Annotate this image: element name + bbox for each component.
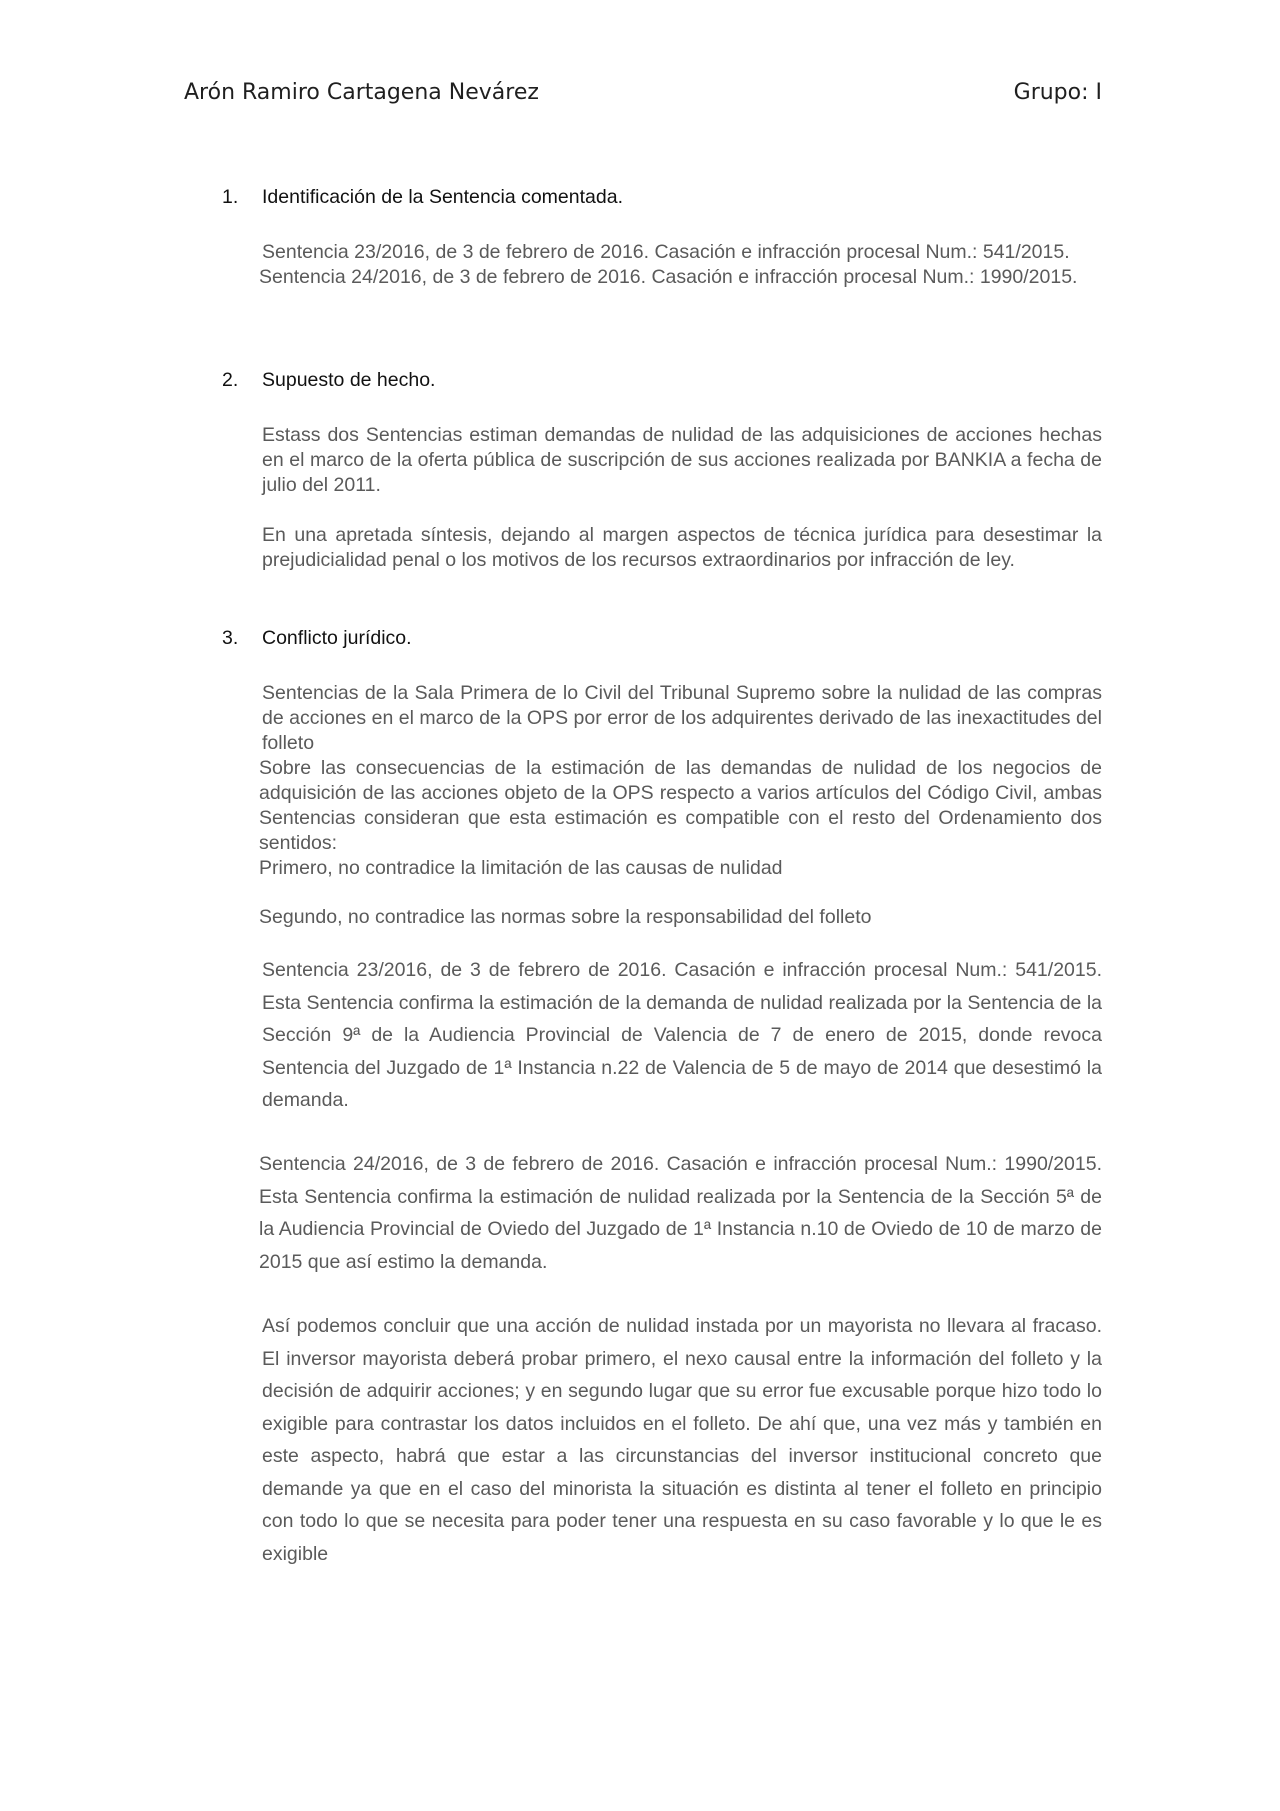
section-1-number: 1. <box>222 186 239 208</box>
header-group: Grupo: I <box>1013 80 1102 105</box>
section-3-body-4 <box>259 1148 1102 1278</box>
section-3-body-5 <box>262 1310 1102 1570</box>
section-2-body-2 <box>262 523 1102 573</box>
section-2-body-1 <box>262 423 1102 498</box>
s1-paragraph-1: Sentencia 23/2016, de 3 de febrero de 2016. Casación e infracción procesal Num.: 541/2015. <box>262 241 1070 263</box>
section-3-body-2 <box>259 905 1102 930</box>
section-3-body-3 <box>262 954 1102 1117</box>
s2-paragraph-2: En una apretada síntesis, dejando al margen aspectos de técnica jurídica para desestimar la prejudicialidad penal o los motivos de los recursos extraordinarios por infracción de ley. <box>262 524 1102 571</box>
section-3-heading <box>222 625 412 651</box>
s3-paragraph-3: Primero, no contradice la limitación de las causas de nulidad <box>259 857 783 879</box>
section-1-heading <box>222 184 623 210</box>
section-1-body <box>259 240 1102 290</box>
section-3-number: 3. <box>222 627 239 649</box>
s2-paragraph-1: Estass dos Sentencias estiman demandas de nulidad de las adquisiciones de acciones hechas en el marco de la oferta pública de suscripción de sus acciones realizada por BANKIA a fecha de julio del 2011. <box>262 424 1102 496</box>
s3-paragraph-2: Sobre las consecuencias de la estimación de las demandas de nulidad de los negocios de adquisición de las acciones objeto de la OPS respecto a varios artículos del Código Civil, ambas Sentencias consideran que esta estimación es compatible con el resto del Ordenamiento dos sentidos: <box>259 757 1102 854</box>
header-author: Arón Ramiro Cartagena Nevárez <box>184 80 539 105</box>
section-2-heading <box>222 367 435 393</box>
section-1-title: Identificación de la Sentencia comentada. <box>262 186 623 208</box>
section-2-number: 2. <box>222 369 239 391</box>
s3-paragraph-7: Así podemos concluir que una acción de nulidad instada por un mayorista no llevara al fracaso. El inversor mayorista deberá probar primero, el nexo causal entre la información del folleto y la decisión de adquirir acciones; y en segundo lugar que su error fue excusable porque hizo todo lo exigible para contrastar los datos incluidos en el folleto. De ahí que, una vez más y también en este aspecto, habrá que estar a las circunstancias del inversor institucional concreto que demande ya que en el caso del minorista la situación es distinta al tener el folleto en principio con todo lo que se necesita para poder tener una respuesta en su caso favorable y lo que le es exigible <box>262 1315 1102 1565</box>
section-3-body-1 <box>259 681 1102 881</box>
section-2-title: Supuesto de hecho. <box>262 369 436 391</box>
s1-paragraph-2: Sentencia 24/2016, de 3 de febrero de 2016. Casación e infracción procesal Num.: 1990/2015. <box>259 266 1078 288</box>
s3-paragraph-6: Sentencia 24/2016, de 3 de febrero de 2016. Casación e infracción procesal Num.: 1990/2015. Esta Sentencia confirma la estimación de nulidad realizada por la Sentencia de la Sección 5ª de la Audiencia Provincial de Oviedo del Juzgado de 1ª Instancia n.10 de Oviedo de 10 de marzo de 2015 que así estimo la demanda. <box>259 1153 1102 1273</box>
s3-paragraph-1: Sentencias de la Sala Primera de lo Civil del Tribunal Supremo sobre la nulidad de las compras de acciones en el marco de la OPS por error de los adquirentes derivado de las inexactitudes del folleto <box>262 682 1102 754</box>
s3-paragraph-4: Segundo, no contradice las normas sobre la responsabilidad del folleto <box>259 906 872 928</box>
section-3-title: Conflicto jurídico. <box>262 627 412 649</box>
s3-paragraph-5: Sentencia 23/2016, de 3 de febrero de 2016. Casación e infracción procesal Num.: 541/2015. Esta Sentencia confirma la estimación de la demanda de nulidad realizada por la Sentencia de la Sección 9ª de la Audiencia Provincial de Valencia de 7 de enero de 2015, donde revoca Sentencia del Juzgado de 1ª Instancia n.22 de Valencia de 5 de mayo de 2014 que desestimó la demanda. <box>262 959 1102 1111</box>
